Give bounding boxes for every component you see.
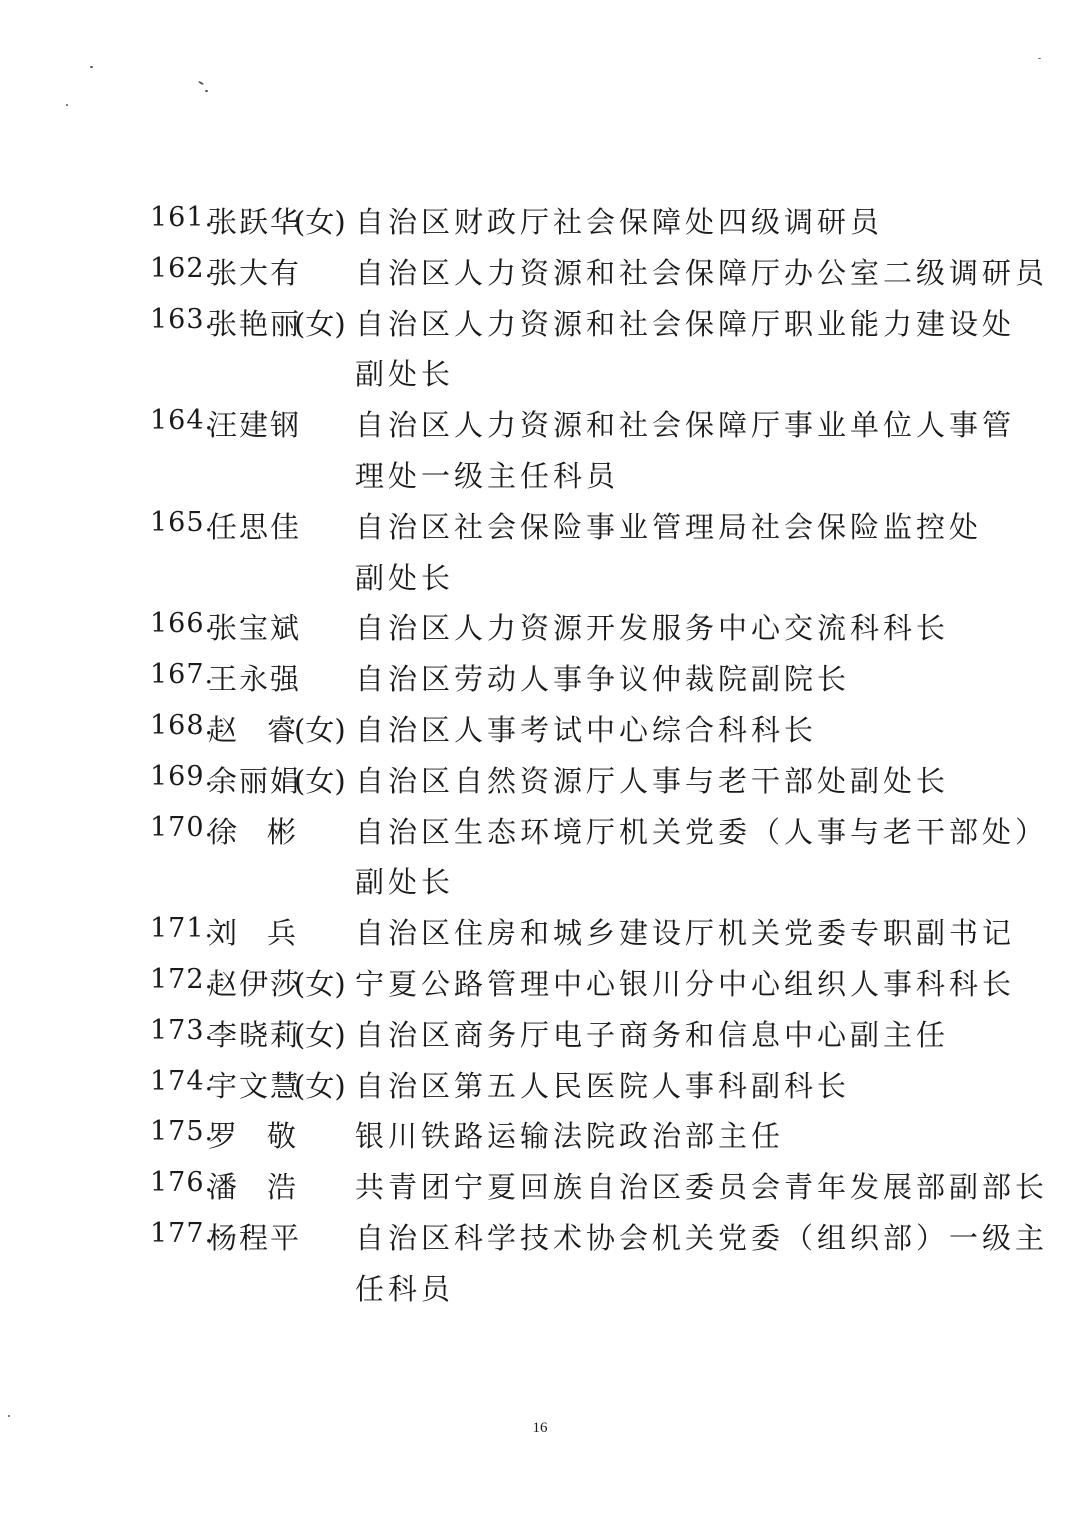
list-item	[0, 808, 1080, 910]
person-name: 汪建钢	[208, 408, 302, 443]
entry-number: 167.	[150, 659, 215, 691]
gender-note: (女)	[294, 205, 346, 239]
scan-speck	[90, 66, 93, 68]
position-title: 自治区人力资源和社会保障厅办公室二级调研员	[355, 255, 1049, 290]
scan-speck	[8, 1415, 10, 1417]
position-title-continued: 任科员	[355, 1271, 455, 1306]
entry-first-line	[0, 503, 1080, 554]
gender-note: (女)	[294, 306, 346, 341]
list-item	[0, 604, 1080, 655]
person-name: 王永强	[208, 662, 302, 697]
list-item	[0, 706, 1080, 757]
scan-speck	[1038, 58, 1041, 59]
entry-first-line	[0, 808, 1080, 859]
entry-number: 161.	[150, 202, 215, 233]
gender-note: (女)	[294, 763, 346, 798]
entry-continuation-line	[0, 554, 1080, 605]
entry-number: 172.	[150, 963, 215, 995]
list-item	[0, 909, 1080, 960]
entry-number: 165.	[150, 506, 215, 538]
position-title: 自治区人力资源开发服务中心交流科科长	[355, 611, 950, 646]
list-item	[0, 1163, 1080, 1214]
appointment-list	[0, 198, 1080, 1316]
person-name-char: 睿	[267, 712, 297, 747]
entry-continuation-line	[0, 350, 1080, 401]
person-name-char: 兵	[267, 916, 297, 951]
person-name: 张跃华	[208, 205, 302, 239]
position-title: 自治区自然资源厅人事与老干部处副处长	[355, 763, 950, 798]
entry-first-line	[0, 198, 1080, 249]
person-name	[208, 1165, 296, 1206]
scan-speck	[66, 104, 68, 106]
person-name: 余丽娟	[208, 763, 302, 798]
entry-first-line	[0, 1011, 1080, 1062]
entry-continuation-line	[0, 858, 1080, 909]
person-name: 任思佳	[208, 509, 302, 544]
scan-speck	[198, 81, 204, 86]
position-title: 自治区商务厅电子商务和信息中心副主任	[355, 1017, 950, 1052]
entry-first-line	[0, 1163, 1080, 1214]
entry-number: 173.	[150, 1014, 215, 1046]
person-name-char: 彬	[267, 814, 297, 849]
person-name-char: 徐	[208, 814, 238, 849]
entry-first-line	[0, 960, 1080, 1011]
entry-first-line	[0, 604, 1080, 655]
list-item	[0, 300, 1080, 402]
entry-continuation-line	[0, 1265, 1080, 1316]
person-name: 李晓莉	[208, 1017, 302, 1052]
position-title: 自治区人力资源和社会保障厅职业能力建设处	[355, 306, 1016, 341]
position-title: 自治区科学技术协会机关党委（组织部）一级主	[355, 1220, 1049, 1255]
entry-first-line	[0, 300, 1080, 351]
entry-first-line	[0, 1062, 1080, 1113]
entry-number: 176.	[150, 1167, 215, 1199]
gender-note: (女)	[294, 1068, 346, 1103]
entry-first-line	[0, 706, 1080, 757]
person-name-char: 潘	[208, 1170, 238, 1205]
position-title-continued: 副处长	[355, 865, 455, 900]
person-name: 张艳丽	[208, 306, 302, 341]
entry-first-line	[0, 1214, 1080, 1265]
list-item	[0, 503, 1080, 605]
person-name: 杨程平	[208, 1220, 302, 1255]
person-name: 张宝斌	[208, 611, 302, 646]
person-name	[208, 810, 296, 851]
list-item	[0, 401, 1080, 503]
person-name	[208, 1114, 296, 1155]
entry-first-line	[0, 655, 1080, 706]
entry-first-line	[0, 1112, 1080, 1163]
person-name: 宇文慧	[208, 1068, 302, 1103]
list-item	[0, 1112, 1080, 1163]
position-title: 自治区社会保险事业管理局社会保险监控处	[355, 509, 983, 544]
gender-note: (女)	[294, 1017, 346, 1052]
entry-number: 177.	[150, 1217, 215, 1249]
position-title: 宁夏公路管理中心银川分中心组织人事科科长	[355, 966, 1016, 1001]
entry-number: 171.	[150, 913, 215, 945]
entry-number: 164.	[150, 405, 215, 437]
entry-number: 170.	[150, 811, 215, 843]
entry-continuation-line	[0, 452, 1080, 503]
person-name-char: 赵	[208, 712, 238, 747]
position-title: 自治区劳动人事争议仲裁院副院长	[355, 662, 851, 697]
list-item	[0, 198, 1080, 249]
person-name-char: 敬	[267, 1119, 297, 1154]
position-title-continued: 副处长	[355, 560, 455, 595]
person-name: 张大有	[208, 255, 302, 290]
position-title: 自治区人力资源和社会保障厅事业单位人事管	[355, 408, 1016, 443]
list-item	[0, 1214, 1080, 1316]
position-title-continued: 副处长	[355, 357, 455, 392]
entry-first-line	[0, 909, 1080, 960]
person-name	[208, 911, 296, 952]
position-title: 共青团宁夏回族自治区委员会青年发展部副部长	[355, 1170, 1049, 1205]
gender-note: (女)	[294, 966, 346, 1001]
position-title: 自治区第五人民医院人事科副科长	[355, 1068, 851, 1103]
entry-first-line	[0, 249, 1080, 300]
gender-note: (女)	[294, 712, 346, 747]
list-item	[0, 1062, 1080, 1113]
entry-number: 163.	[150, 303, 215, 335]
position-title: 自治区住房和城乡建设厅机关党委专职副书记	[355, 916, 1016, 951]
position-title: 自治区生态环境厅机关党委（人事与老干部处）	[355, 814, 1049, 849]
list-item	[0, 1011, 1080, 1062]
position-title: 银川铁路运输法院政治部主任	[355, 1119, 785, 1154]
position-title-continued: 理处一级主任科员	[355, 458, 620, 493]
entry-first-line	[0, 401, 1080, 452]
list-item	[0, 757, 1080, 808]
position-title: 自治区人事考试中心综合科科长	[355, 712, 818, 747]
entry-number: 169.	[150, 760, 215, 792]
position-title: 自治区财政厅社会保障处四级调研员	[355, 205, 884, 239]
person-name-char: 刘	[208, 916, 238, 951]
entry-number: 175.	[150, 1116, 215, 1148]
person-name-char: 浩	[267, 1170, 297, 1205]
list-item	[0, 249, 1080, 300]
scan-speck	[205, 90, 208, 92]
entry-number: 168.	[150, 709, 215, 741]
person-name	[208, 708, 296, 749]
list-item	[0, 960, 1080, 1011]
entry-number: 162.	[150, 252, 215, 284]
list-item	[0, 655, 1080, 706]
entry-number: 166.	[150, 608, 215, 640]
entry-first-line	[0, 757, 1080, 808]
page-number: 16	[532, 1420, 548, 1436]
person-name: 赵伊莎	[208, 966, 302, 1001]
person-name-char: 罗	[208, 1119, 238, 1154]
entry-number: 174.	[150, 1065, 215, 1097]
